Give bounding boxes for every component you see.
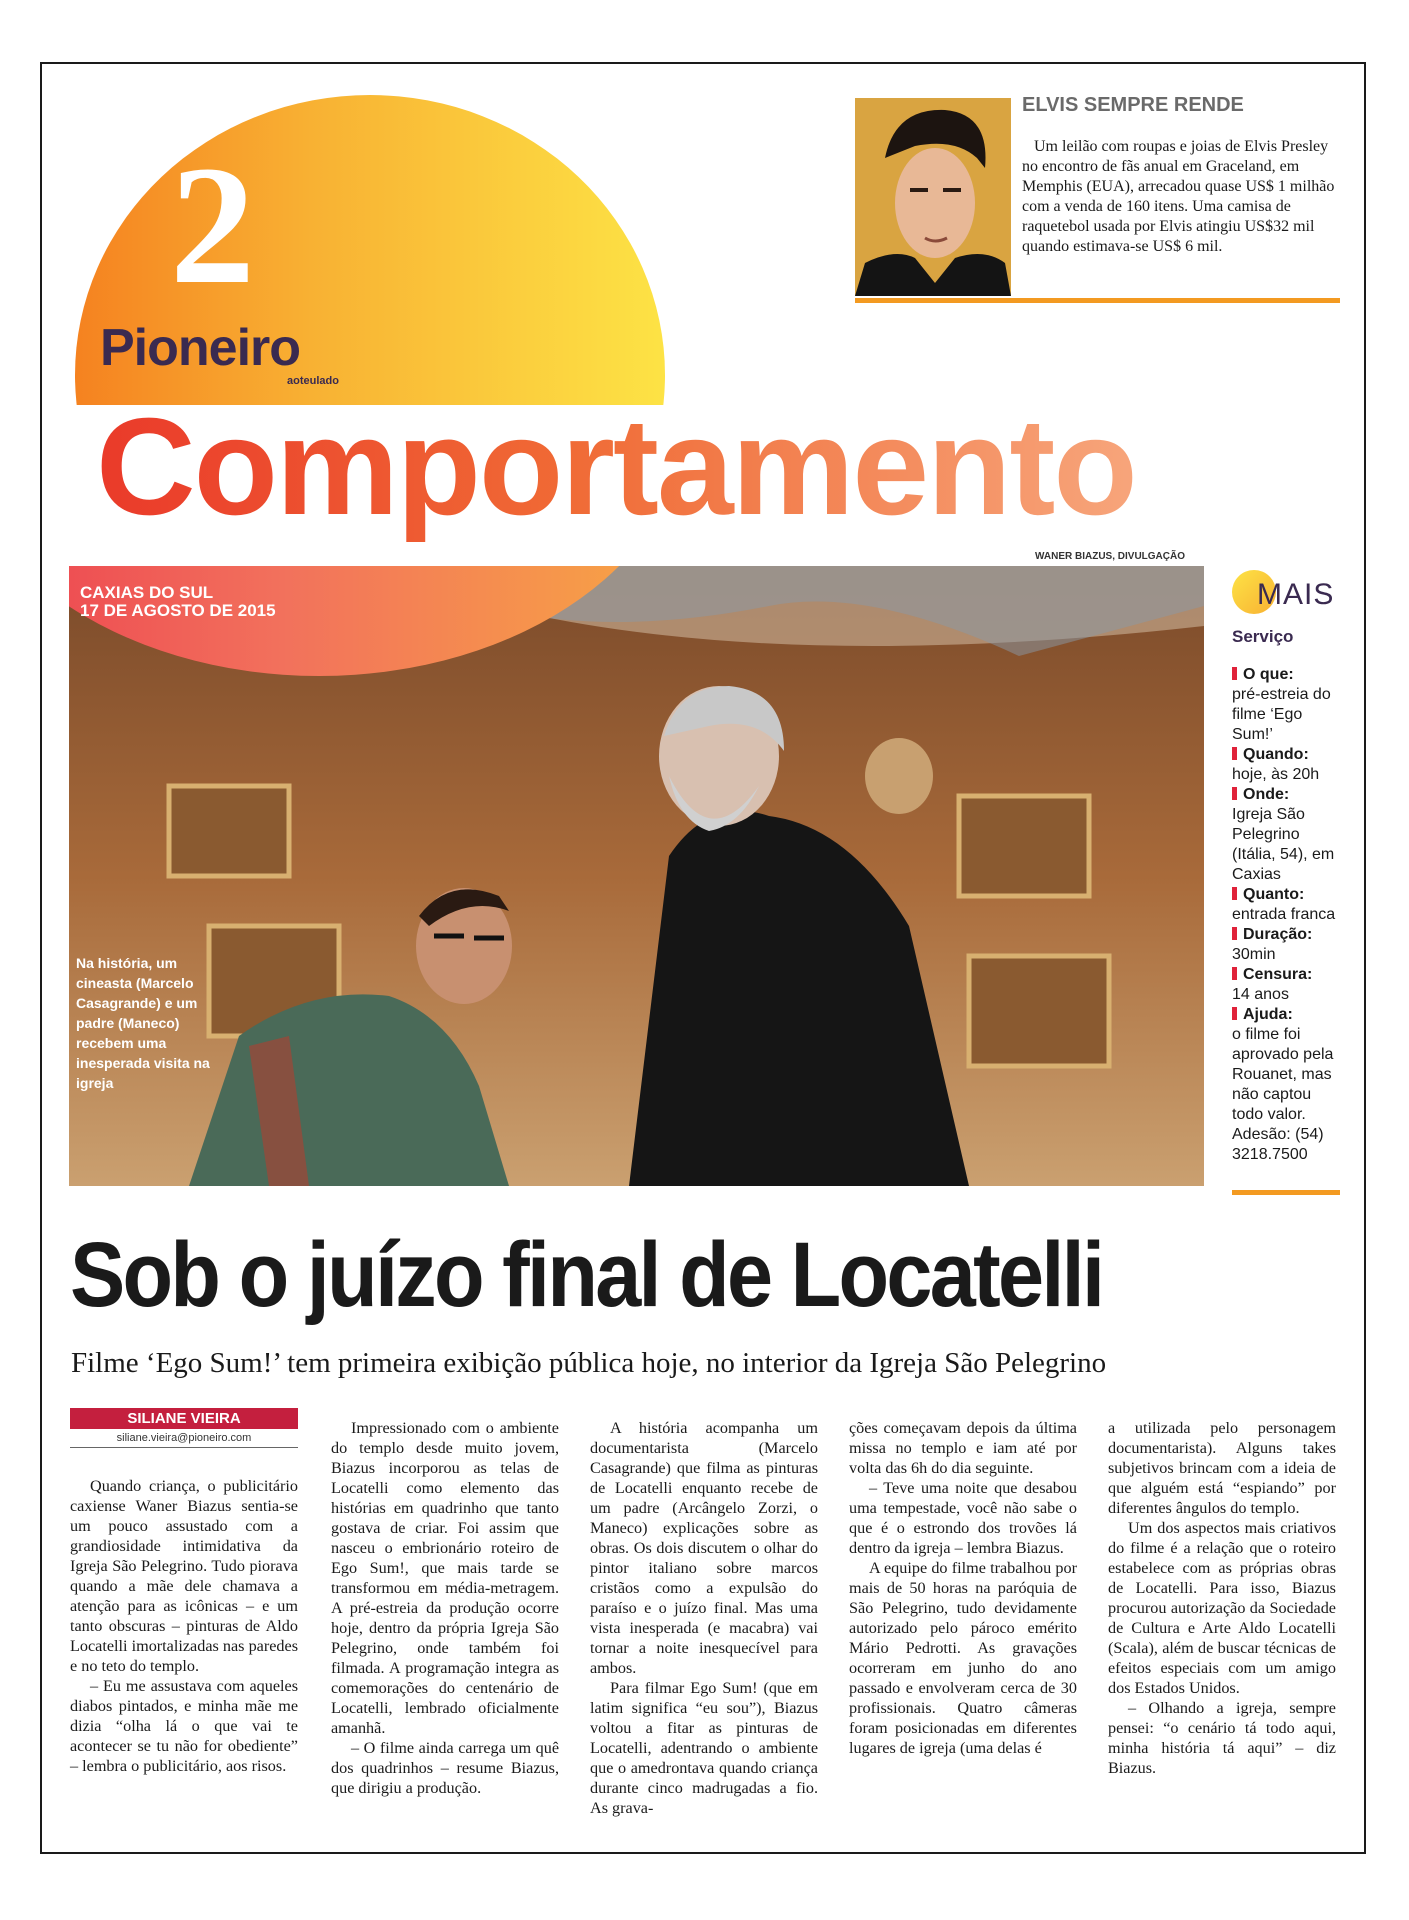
service-value: Igreja São Pelegrino (Itália, 54), em Caxias <box>1232 806 1335 883</box>
service-label: O que: <box>1232 666 1294 683</box>
article-dek: Filme ‘Ego Sum!’ tem primeira exibição pública hoje, no interior da Igreja São Pelegrino <box>71 1347 1107 1379</box>
service-item <box>1232 925 1344 965</box>
service-item <box>1232 745 1344 785</box>
section-number: 2 <box>170 131 255 319</box>
brand-logo: Pioneiro <box>100 319 301 377</box>
photo-caption: Na história, um cineasta (Marcelo Casagrande) e um padre (Maneco) recebem uma inesperada visita na igreja <box>76 955 210 1091</box>
dateline-date: 17 DE AGOSTO DE 2015 <box>80 601 276 620</box>
mais-rule <box>1232 1190 1340 1195</box>
article-headline: Sob o juízo final de Locatelli <box>70 1224 1103 1326</box>
paragraph: – Olhando a igreja, sempre pensei: “o cenário tá todo aqui, minha história tá aqui” – diz Biazus. <box>1108 1699 1336 1777</box>
dateline-location: CAXIAS DO SUL <box>80 583 214 602</box>
service-value: pré-estreia do filme ‘Ego Sum!’ <box>1232 686 1331 743</box>
paragraph: – Eu me assustava com aqueles diabos pintados, e minha mãe me dizia “olha lá o que vai te acontecer se tu não for obediente” – lembra o publicitário, aos risos. <box>70 1677 298 1775</box>
byline-author: SILIANE VIEIRA <box>70 1408 298 1429</box>
service-item <box>1232 885 1344 925</box>
mais-subtitle: Serviço <box>1232 627 1294 646</box>
article-column-1 <box>70 1476 298 1776</box>
paragraph: A equipe do filme trabalhou por mais de 50 horas na paróquia de São Pelegrino, tudo devidamente autorizado pelo pároco emérito Mário Pedrotti. As gravações ocorreram em junho do ano passado e envolveram cerca de 30 profissionais. Quatro câmeras foram posicionadas em diferentes lugares de igreja (uma delas é <box>849 1559 1077 1757</box>
elvis-text: Um leilão com roupas e joias de Elvis Presley no encontro de fãs anual em Graceland, em Memphis (EUA), arrecadou quase US$ 1 milhão com a venda de 160 itens. Uma camisa de raquetebol usada por Elvis atingiu US$32 mil quando estimava-se US$ 6 mil. <box>1022 138 1335 255</box>
service-list <box>1232 665 1344 1165</box>
elvis-title: ELVIS SEMPRE RENDE <box>1022 94 1244 116</box>
article-column-2 <box>331 1418 559 1798</box>
service-label: Ajuda: <box>1232 1006 1293 1023</box>
paragraph: ções começavam depois da última missa no templo e iam até por volta das 6h do dia seguinte. <box>849 1419 1077 1477</box>
service-item <box>1232 665 1344 745</box>
service-value: o filme foi aprovado pela Rouanet, mas não captou todo valor. Adesão: (54) 3218.7500 <box>1232 1026 1334 1163</box>
article-column-3 <box>590 1418 818 1818</box>
elvis-sidebar <box>1022 94 1340 257</box>
brand-tagline: aoteulado <box>287 375 339 387</box>
photo-credit: WANER BIAZUS, DIVULGAÇÃO <box>1035 551 1185 562</box>
mais-title: MAIS <box>1257 578 1335 611</box>
elvis-rule <box>855 298 1340 303</box>
service-value: entrada franca <box>1232 906 1336 923</box>
paragraph: Quando criança, o publicitário caxiense Waner Biazus sentia-se um pouco assustado com a grandiosidade intimidativa da Igreja São Pelegrino. Tudo piorava quando a mãe dele chamava a atenção para as icônicas – e um tanto obscuras – pinturas de Aldo Locatelli imortalizadas nas paredes e no teto do templo. <box>70 1477 298 1675</box>
article-column-5 <box>1108 1418 1336 1778</box>
service-label: Quanto: <box>1232 886 1304 903</box>
service-value: 14 anos <box>1232 986 1289 1003</box>
paragraph: – O filme ainda carrega um quê dos quadrinhos – resume Biazus, que dirigiu a produção. <box>331 1739 559 1797</box>
service-item <box>1232 965 1344 1005</box>
service-item <box>1232 1005 1344 1165</box>
service-item <box>1232 785 1344 885</box>
service-label: Duração: <box>1232 926 1312 943</box>
paragraph: a utilizada pelo personagem documentarista). Alguns takes subjetivos brincam com a ideia de que alguém está “espiando” por diferentes ângulos do templo. <box>1108 1419 1336 1517</box>
service-value: hoje, às 20h <box>1232 766 1320 783</box>
paragraph: Impressionado com o ambiente do templo desde muito jovem, Biazus incorporou as telas de Locatelli como elemento das histórias em quadrinho que tanto gostava de criar. Foi assim que nasceu o embrionário roteiro de Ego Sum!, que mais tarde se transformou em média-metragem. A pré-estreia da produção ocorre hoje, dentro da própria Igreja São Pelegrino, onde também foi filmada. A programação integra as comemorações do centenário de Locatelli, lembrado oficialmente amanhã. <box>331 1419 559 1737</box>
service-value: 30min <box>1232 946 1276 963</box>
dateline <box>80 584 276 620</box>
byline-email[interactable]: siliane.vieira@pioneiro.com <box>70 1432 298 1448</box>
service-label: Quando: <box>1232 746 1309 763</box>
service-label: Onde: <box>1232 786 1289 803</box>
service-label: Censura: <box>1232 966 1312 983</box>
section-title: Comportamento <box>96 390 1136 544</box>
elvis-photo <box>855 98 1011 296</box>
article-column-4 <box>849 1418 1077 1758</box>
paragraph: Um dos aspectos mais criativos do filme é a relação que o roteiro estabelece com as próprias obras de Locatelli. Para isso, Biazus procurou autorização da Sociedade de Cultura e Arte Aldo Locatelli (Scala), além de buscar técnicas de efeitos especiais com um amigo dos Estados Unidos. <box>1108 1519 1336 1697</box>
paragraph: Para filmar Ego Sum! (que em latim significa “eu sou”), Biazus voltou a fitar as pinturas de Locatelli, adentrando o ambiente que o amedrontava quando criança durante cinco madrugadas a fio. As grava- <box>590 1679 818 1817</box>
paragraph: – Teve uma noite que desabou uma tempestade, você não sabe o que é o estrondo dos trovões lá dentro da igreja – lembra Biazus. <box>849 1479 1077 1557</box>
paragraph: A história acompanha um documentarista (Marcelo Casagrande) que filma as pinturas de Locatelli enquanto recebe de um padre (Arcângelo Zorzi, o Maneco) explicações sobre as obras. Os dois discutem o olhar do pintor italiano sobre marcos cristãos como a expulsão do paraíso e o juízo final. Mas uma vista inesperada (e macabra) vai tornar a noite inesquecível para ambos. <box>590 1419 818 1677</box>
